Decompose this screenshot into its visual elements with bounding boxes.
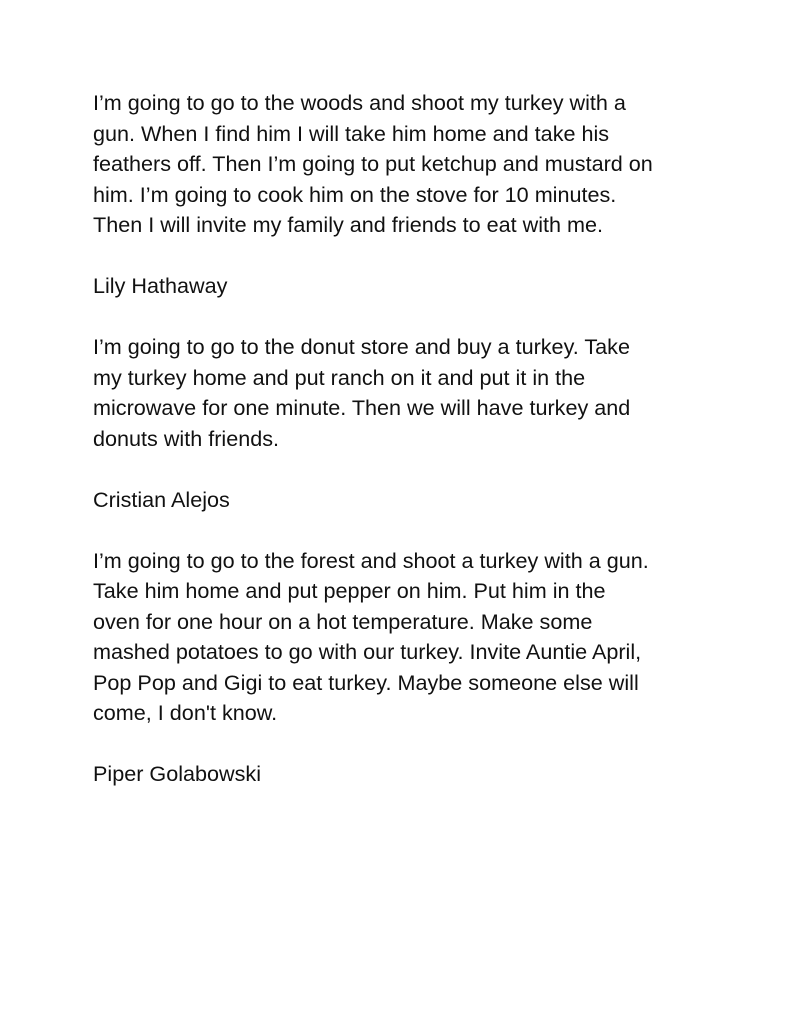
story-line: Pop Pop and Gigi to eat turkey. Maybe someone else will bbox=[93, 669, 639, 695]
story-line: my turkey home and put ranch on it and put it in the bbox=[93, 364, 586, 390]
story-paragraph bbox=[93, 332, 733, 454]
document-body bbox=[93, 88, 733, 820]
story-line: microwave for one minute. Then we will have turkey and bbox=[93, 395, 631, 420]
story-line: donuts with friends. bbox=[93, 425, 280, 451]
story-line: mashed potatoes to go with our turkey. Invite Auntie April, bbox=[93, 639, 642, 664]
story-line: come, I don't know. bbox=[93, 700, 278, 725]
author-name: Cristian Alejos bbox=[93, 486, 230, 512]
story-line: Then I will invite my family and friends to eat with me. bbox=[93, 212, 604, 237]
story-line: Take him home and put pepper on him. Put him in the bbox=[93, 578, 606, 603]
story-line: I’m going to go to the forest and shoot a turkey with a gun. bbox=[93, 547, 649, 573]
author-name: Piper Golabowski bbox=[93, 761, 262, 786]
story-line: feathers off. Then I’m going to put ketchup and mustard on bbox=[93, 151, 653, 176]
story-line: I’m going to go to the donut store and buy a turkey. Take bbox=[93, 334, 630, 359]
story-paragraph bbox=[93, 88, 733, 241]
story-line: I’m going to go to the woods and shoot my turkey with a bbox=[93, 90, 626, 115]
author-name: Lily Hathaway bbox=[93, 273, 228, 298]
story-line: gun. When I find him I will take him home and take his bbox=[93, 120, 610, 146]
story-line: oven for one hour on a hot temperature. Make some bbox=[93, 608, 593, 634]
story-line: him. I’m going to cook him on the stove for 10 minutes. bbox=[93, 181, 617, 207]
story-paragraph bbox=[93, 546, 733, 729]
